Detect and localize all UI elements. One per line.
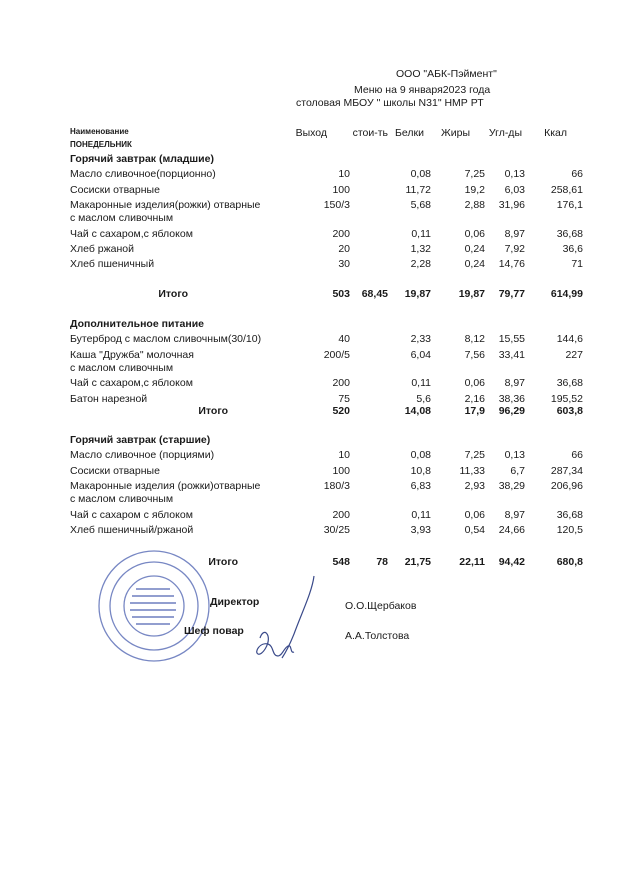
section-title: Горячий завтрак (младшие) xyxy=(70,153,214,165)
menu-item-name: Хлеб пшеничный xyxy=(70,258,155,271)
menu-item-fats: 2,93 xyxy=(464,479,485,492)
menu-item-output: 100 xyxy=(332,183,350,196)
column-header-k: Ккал xyxy=(544,127,567,139)
menu-item-kcal: 206,96 xyxy=(550,479,583,492)
menu-item-name: Макаронные изделия (рожки)отварные xyxy=(70,479,261,492)
menu-item-output: 30 xyxy=(338,258,350,271)
total-proteins: 14,08 xyxy=(404,405,431,417)
menu-item-output: 180/3 xyxy=(323,479,350,492)
menu-item-carbs: 6,03 xyxy=(504,183,525,196)
menu-item-proteins: 1,32 xyxy=(410,242,431,255)
total-output: 548 xyxy=(332,556,350,568)
menu-item-proteins: 6,83 xyxy=(410,479,431,492)
signature-icon xyxy=(252,572,342,664)
menu-item-output: 200 xyxy=(332,508,350,521)
menu-item-carbs: 6,7 xyxy=(510,464,525,477)
menu-item-output: 40 xyxy=(338,333,350,346)
total-cost: 68,45 xyxy=(361,288,388,300)
menu-item-proteins: 3,93 xyxy=(410,523,431,536)
menu-item-proteins: 11,72 xyxy=(405,183,431,196)
chef-label: Шеф повар xyxy=(184,625,244,637)
menu-item-kcal: 120,5 xyxy=(556,523,583,536)
menu-item-proteins: 0,08 xyxy=(410,449,431,462)
menu-item-fats: 0,06 xyxy=(464,508,485,521)
director-label: Директор xyxy=(210,596,260,608)
menu-item-output: 200 xyxy=(332,227,350,240)
menu-item-fats: 0,24 xyxy=(464,258,485,271)
menu-item-carbs: 14,76 xyxy=(498,258,525,271)
total-proteins: 21,75 xyxy=(404,556,431,568)
menu-item-carbs: 8,97 xyxy=(504,508,525,521)
total-carbs: 94,42 xyxy=(498,556,525,568)
menu-item-carbs: 0,13 xyxy=(504,449,525,462)
menu-item-name: Хлеб ржаной xyxy=(70,242,134,255)
total-label: Итого xyxy=(198,405,228,417)
total-kcal: 680,8 xyxy=(556,556,583,568)
menu-item-kcal: 258,61 xyxy=(550,183,583,196)
menu-item-fats: 2,16 xyxy=(464,392,485,405)
menu-item-proteins: 5,6 xyxy=(416,392,431,405)
menu-item-carbs: 8,97 xyxy=(504,377,525,390)
menu-item-proteins: 0,08 xyxy=(410,168,431,181)
menu-item-output: 200 xyxy=(332,377,350,390)
section-title: Горячий завтрак (старшие) xyxy=(70,434,211,446)
column-header-name: Наименование xyxy=(70,127,129,136)
menu-item-proteins: 0,11 xyxy=(411,227,431,240)
menu-item-kcal: 227 xyxy=(565,348,583,361)
menu-item-name-continued: с маслом сливочным xyxy=(70,493,174,506)
company-name: ООО "АБК-Пэймент" xyxy=(396,68,497,80)
total-output: 520 xyxy=(332,405,350,417)
menu-item-proteins: 6,04 xyxy=(410,348,431,361)
menu-item-output: 150/3 xyxy=(323,198,350,211)
total-carbs: 79,77 xyxy=(498,288,525,300)
menu-item-fats: 2,88 xyxy=(464,198,485,211)
menu-item-fats: 11,33 xyxy=(459,464,485,477)
menu-item-proteins: 10,8 xyxy=(410,464,431,477)
menu-item-proteins: 2,33 xyxy=(410,333,431,346)
menu-item-kcal: 66 xyxy=(571,449,583,462)
menu-item-output: 200/5 xyxy=(323,348,350,361)
total-output: 503 xyxy=(332,288,350,300)
menu-item-kcal: 71 xyxy=(571,258,583,271)
menu-item-carbs: 7,92 xyxy=(504,242,525,255)
official-stamp-icon xyxy=(96,548,212,664)
section-title: Дополнительное питание xyxy=(70,318,205,330)
total-cost: 78 xyxy=(376,556,388,568)
total-fats: 17,9 xyxy=(464,405,485,417)
menu-item-carbs: 0,13 xyxy=(504,168,525,181)
menu-item-fats: 7,25 xyxy=(464,168,485,181)
total-fats: 22,11 xyxy=(459,556,485,568)
menu-item-fats: 0,06 xyxy=(464,227,485,240)
menu-item-fats: 0,54 xyxy=(464,523,485,536)
menu-item-carbs: 15,55 xyxy=(498,333,525,346)
menu-item-name: Батон нарезной xyxy=(70,392,148,405)
menu-item-kcal: 36,68 xyxy=(556,227,583,240)
menu-item-fats: 8,12 xyxy=(464,333,485,346)
menu-item-kcal: 36,6 xyxy=(562,242,583,255)
menu-item-fats: 19,2 xyxy=(464,183,485,196)
column-header-output: Выход xyxy=(295,127,327,139)
total-kcal: 614,99 xyxy=(550,288,583,300)
menu-item-output: 100 xyxy=(332,464,350,477)
menu-item-carbs: 31,96 xyxy=(498,198,525,211)
menu-item-kcal: 176,1 xyxy=(556,198,583,211)
menu-item-name: Чай с сахаром,с яблоком xyxy=(70,227,193,240)
chef-name: А.А.Толстова xyxy=(345,630,410,642)
menu-item-name: Бутерброд с маслом сливочным(30/10) xyxy=(70,333,262,346)
menu-item-carbs: 33,41 xyxy=(498,348,525,361)
menu-item-carbs: 38,36 xyxy=(498,392,525,405)
menu-item-proteins: 5,68 xyxy=(410,198,431,211)
menu-item-kcal: 144,6 xyxy=(556,333,583,346)
menu-item-output: 75 xyxy=(338,392,350,405)
canteen-name: столовая МБОУ " школы N31" НМР РТ xyxy=(296,97,484,109)
menu-item-carbs: 8,97 xyxy=(504,227,525,240)
menu-item-name: Сосиски отварные xyxy=(70,464,160,477)
menu-item-name: Макаронные изделия(рожки) отварные xyxy=(70,198,261,211)
menu-item-name: Масло сливочное (порциями) xyxy=(70,449,215,462)
menu-item-name: Каша "Дружба" молочная xyxy=(70,348,194,361)
menu-item-kcal: 287,34 xyxy=(550,464,583,477)
day-label: ПОНЕДЕЛЬНИК xyxy=(70,140,132,149)
menu-item-fats: 0,06 xyxy=(464,377,485,390)
menu-item-name: Хлеб пшеничный/ржаной xyxy=(70,523,194,536)
menu-item-kcal: 66 xyxy=(571,168,583,181)
column-header-f: Жиры xyxy=(441,127,470,139)
total-label: Итого xyxy=(158,288,188,300)
menu-item-kcal: 195,52 xyxy=(550,392,583,405)
menu-item-name: Чай с сахаром с яблоком xyxy=(70,508,193,521)
column-header-c: Угл-ды xyxy=(488,127,522,139)
total-carbs: 96,29 xyxy=(498,405,525,417)
menu-date: Меню на 9 января2023 года xyxy=(354,84,491,96)
menu-item-fats: 7,25 xyxy=(464,449,485,462)
director-name: О.О.Щербаков xyxy=(345,600,417,612)
column-header-p: Белки xyxy=(395,127,424,139)
menu-item-output: 10 xyxy=(338,449,350,462)
menu-item-name-continued: с маслом сливочным xyxy=(70,361,174,374)
menu-item-proteins: 0,11 xyxy=(411,377,431,390)
menu-item-name-continued: с маслом сливочным xyxy=(70,212,174,225)
total-fats: 19,87 xyxy=(458,288,485,300)
menu-item-output: 10 xyxy=(338,168,350,181)
menu-item-name: Чай с сахаром,с яблоком xyxy=(70,377,193,390)
total-kcal: 603,8 xyxy=(556,405,583,417)
menu-item-name: Сосиски отварные xyxy=(70,183,160,196)
menu-item-name: Масло сливочное(порционно) xyxy=(70,168,216,181)
menu-item-proteins: 0,11 xyxy=(411,508,431,521)
menu-item-kcal: 36,68 xyxy=(556,377,583,390)
total-proteins: 19,87 xyxy=(404,288,431,300)
total-label: Итого xyxy=(208,556,238,568)
menu-item-fats: 0,24 xyxy=(464,242,485,255)
menu-item-output: 30/25 xyxy=(323,523,350,536)
menu-item-fats: 7,56 xyxy=(464,348,485,361)
column-header-cost: стои-ть xyxy=(352,127,388,139)
menu-item-carbs: 24,66 xyxy=(498,523,525,536)
menu-item-output: 20 xyxy=(338,242,350,255)
menu-item-proteins: 2,28 xyxy=(410,258,431,271)
menu-item-carbs: 38,29 xyxy=(498,479,525,492)
menu-item-kcal: 36,68 xyxy=(556,508,583,521)
